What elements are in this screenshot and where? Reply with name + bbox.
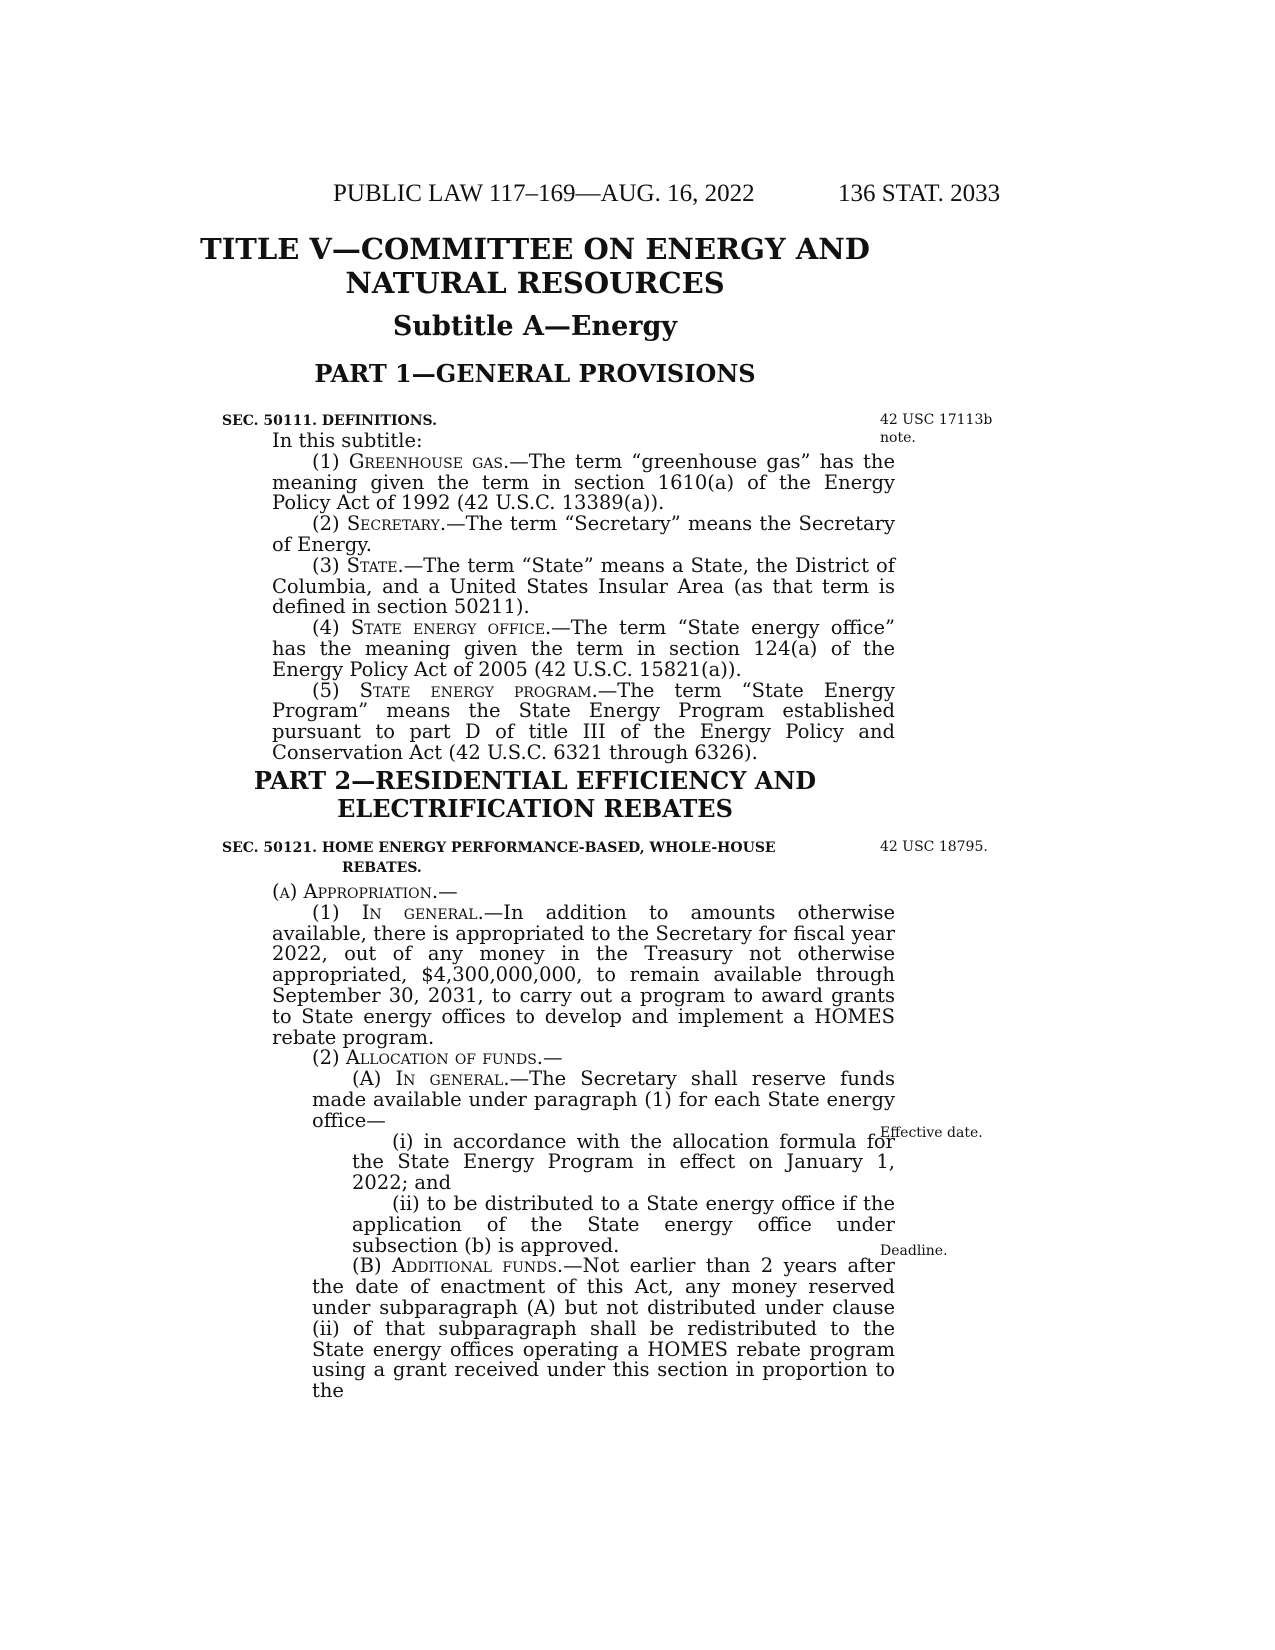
subparagraph-B-term: (B) Additional funds. [352,1254,564,1278]
title-heading [180,232,890,300]
paragraph-a1 [272,900,896,1049]
running-header-law: PUBLIC LAW 117–169—AUG. 16, 2022 [333,180,755,207]
definition-3-term: (3) State. [312,553,404,577]
definition-2-text: —The term “Secretary” means the Secretary of Energy. [272,512,895,556]
section-50121-heading [222,838,776,878]
margin-note-usc [880,411,992,447]
definition-4 [272,618,895,680]
definition-3-text: —The term “State” means a State, the District of Columbia, and a United States Insular Area (as that term is defined in section 50211). [272,553,895,619]
paragraph-a1-term: (1) In general. [312,900,484,924]
subparagraph-B [312,1256,895,1402]
subtitle-heading: Subtitle A—Energy [392,311,678,342]
paragraph-a2-label-text: (2) Allocation of funds.— [312,1046,563,1070]
part-2-line-2: ELECTRIFICATION REBATES [337,794,733,823]
definition-5-term: (5) State energy program. [312,678,598,702]
definition-3 [272,553,895,619]
definition-5 [272,678,895,764]
margin-note-deadline: Deadline. [880,1243,948,1259]
margin-note-effective-date: Effective date. [880,1125,983,1141]
definition-4-term: (4) State energy office. [312,616,552,640]
title-line-1: TITLE V—COMMITTEE ON ENERGY AND [200,232,870,266]
definition-2-term: (2) Secretary. [312,512,447,536]
section-50121-heading-line1: SEC. 50121. HOME ENERGY PERFORMANCE-BASED, WHOLE-HOUSE [222,840,776,856]
part-1-heading: PART 1—GENERAL PROVISIONS [314,359,756,388]
definition-1-term: (1) Greenhouse gas. [312,449,510,473]
paragraph-a1-text: —In addition to amounts otherwise available, there is appropriated to the Secretary for fiscal year 2022, out of any money in the Treasury not otherwise appropriated, $4,300,000,000, to remain available through September 30, 2031, to carry out a program to award grants to State energy offices to develop and implement a HOMES rebate program. [272,900,896,1049]
margin-note-usc-line1: 42 USC 17113b [880,412,993,428]
subsection-a-label [272,882,895,903]
definition-5-text: —The term “State Energy Program” means the State Energy Program established pursuant to part D of title III of the Energy Policy and Conservation Act (42 U.S.C. 6321 through 6326). [272,678,895,764]
section-50121-heading-line2: REBATES. [342,860,422,876]
margin-note-usc-18795: 42 USC 18795. [880,839,988,855]
definitions-intro: In this subtitle: [272,429,423,452]
part-2-line-1: PART 2—RESIDENTIAL EFFICIENCY AND [253,766,817,795]
section-50111-heading: SEC. 50111. DEFINITIONS. [222,413,437,429]
paragraph-a2-label [272,1048,895,1069]
definition-4-text: —The term “State energy office” has the meaning given the term in section 124(a) of the Energy Policy Act of 2005 (42 U.S.C. 15821(a)). [272,616,895,681]
definition-2 [272,514,895,556]
subparagraph-A-term: (A) In general. [352,1067,510,1091]
definition-1-text: —The term “greenhouse gas” has the meaning given the term in section 1610(a) of the Energy Policy Act of 1992 (42 U.S.C. 13389(a)). [272,449,895,515]
title-line-2: NATURAL RESOURCES [345,266,725,300]
subparagraph-A [312,1069,895,1131]
definition-1 [272,449,895,515]
clause-i: (i) in accordance with the allocation formula for the State Energy Program in effect on January 1, 2022; and [352,1129,895,1195]
section-50121-body [272,882,895,1402]
subparagraph-A-text: —The Secretary shall reserve funds made available under paragraph (1) for each State energy office— [312,1067,895,1132]
margin-note-usc-line2: note. [880,430,916,446]
clause-ii: (ii) to be distributed to a State energy office if the application of the State energy office under subsection (b) is approved. [352,1191,895,1257]
subsection-a-label-text: (a) Appropriation.— [272,880,458,903]
part-2-heading [180,767,890,823]
page-number: 136 STAT. 2033 [838,180,1001,207]
subparagraph-B-text: —Not earlier than 2 years after the date of enactment of this Act, any money reserved under subparagraph (A) but not distributed under clause (ii) of that subparagraph shall be redistributed to the State energy offices operating a HOMES rebate program using a grant received under this section in proportion to the [312,1254,895,1403]
section-50111-body [272,431,895,764]
